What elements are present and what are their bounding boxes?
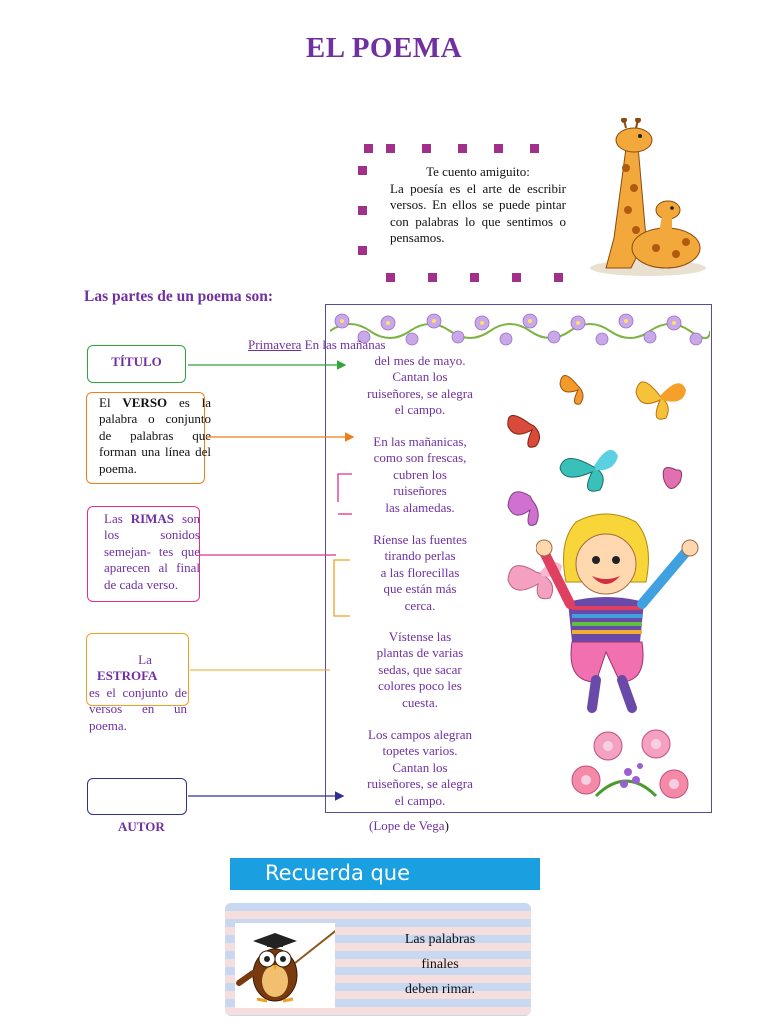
note-line: Las palabras xyxy=(404,932,476,947)
stanza-3 xyxy=(345,532,495,614)
verse-line: plantas de varias xyxy=(376,645,464,661)
verso-post: es la palabra o conjunto de palabras que forman una línea del poema. xyxy=(99,395,211,476)
estrofa-pre: La xyxy=(138,652,152,667)
poem-title: Primavera xyxy=(248,337,302,352)
verse-line: cuesta. xyxy=(402,694,438,710)
intro-box xyxy=(360,140,570,282)
rimas-post: son los sonidos semejan- tes que aparecen al final de cada verso. xyxy=(104,511,200,592)
verso-pre: El xyxy=(99,395,123,410)
verse-line: sedas, que sacar xyxy=(378,661,462,677)
stanza-5 xyxy=(345,727,495,809)
verse-line: Cantan los xyxy=(392,369,448,385)
butterfly-icon xyxy=(636,382,686,419)
intro-body: La poesía es el arte de escribir versos. En ellos se puede pintar con palabras lo que sentimos o pensamos. xyxy=(390,180,566,245)
verse-line: que están más xyxy=(383,581,457,597)
estrofa-definition xyxy=(89,652,187,734)
verse-line: las alamedas. xyxy=(385,499,455,515)
flower-garland xyxy=(330,307,710,355)
recuerda-note xyxy=(225,903,531,1016)
titulo-box xyxy=(87,345,186,383)
estrofa-box xyxy=(86,633,189,733)
verse-line: el campo. xyxy=(394,402,446,418)
page-title: EL POEMA xyxy=(305,32,463,64)
verse-line: Los campos alegran xyxy=(368,727,472,742)
stanza-1 xyxy=(345,353,495,419)
verso-box xyxy=(86,392,211,484)
intro-text xyxy=(390,164,566,247)
verso-word: VERSO xyxy=(122,395,168,410)
verse-line: Vístense las xyxy=(388,629,452,644)
flower-icon xyxy=(660,770,688,798)
butterfly-icon xyxy=(560,375,583,404)
verse-line: ruiseñores, se alegra xyxy=(367,776,473,792)
rimas-definition xyxy=(104,511,200,593)
owl-panel xyxy=(235,923,335,1008)
verso-definition xyxy=(99,395,211,477)
rimas-word: RIMAS xyxy=(130,511,175,526)
flower-icon xyxy=(642,730,670,758)
stanza-4 xyxy=(345,629,495,711)
rimas-pre: Las xyxy=(104,511,131,526)
flower-icon xyxy=(594,732,622,760)
verse-line: tirando perlas xyxy=(384,548,456,564)
verse-line: cubren los xyxy=(393,466,447,482)
verse-line: del mes de mayo. xyxy=(374,353,466,368)
estrofa-word: ESTROFA xyxy=(97,668,158,684)
rhyme-brackets xyxy=(330,470,360,620)
poem-title-line xyxy=(248,337,386,353)
flower-bouquet xyxy=(566,726,696,810)
estrofa-post: es el conjunto de versos en un poema. xyxy=(89,684,187,733)
poem-first-line: En las mañanas xyxy=(301,337,386,352)
giraffe-illustration xyxy=(586,118,708,280)
verse-line: topetes varios. xyxy=(382,743,458,759)
girl-illustration xyxy=(536,512,711,722)
verse-line: En las mañanicas, xyxy=(373,434,467,449)
parts-subtitle: Las partes de un poema son: xyxy=(84,288,274,305)
titulo-label: TÍTULO xyxy=(111,354,162,369)
verse-line: el campo. xyxy=(394,792,446,808)
note-line: deben rimar. xyxy=(405,982,475,997)
verse-line: colores poco les xyxy=(378,678,462,694)
autor-box xyxy=(87,778,187,815)
rimas-box xyxy=(87,506,200,602)
recuerda-banner xyxy=(230,858,540,890)
recuerda-title: Recuerda que xyxy=(265,861,411,885)
intro-heading: Te cuento amiguito: xyxy=(426,164,530,179)
verse-line: cerca. xyxy=(404,597,436,613)
owl-teacher-illustration xyxy=(235,923,335,1008)
note-line: finales xyxy=(421,957,459,972)
butterfly-icon xyxy=(508,415,540,447)
verse-line: Ríense las fuentes xyxy=(373,532,467,547)
butterfly-icon xyxy=(663,468,681,489)
author-name: (Lope de Vega xyxy=(369,818,445,833)
recuerda-text xyxy=(375,927,505,1002)
verse-line: ruiseñores xyxy=(393,483,447,499)
flower-icon xyxy=(572,766,600,794)
verse-line: a las florecillas xyxy=(380,564,460,580)
poem-author xyxy=(369,818,449,834)
stanza-2 xyxy=(345,434,495,516)
verse-line: como son frescas, xyxy=(373,450,467,466)
author-paren: ) xyxy=(444,818,449,833)
autor-label: AUTOR xyxy=(118,819,165,834)
verse-line: ruiseñores, se alegra xyxy=(367,385,473,401)
butterfly-icon xyxy=(560,450,618,491)
verse-line: Cantan los xyxy=(392,759,448,775)
butterfly-icon xyxy=(508,492,538,526)
